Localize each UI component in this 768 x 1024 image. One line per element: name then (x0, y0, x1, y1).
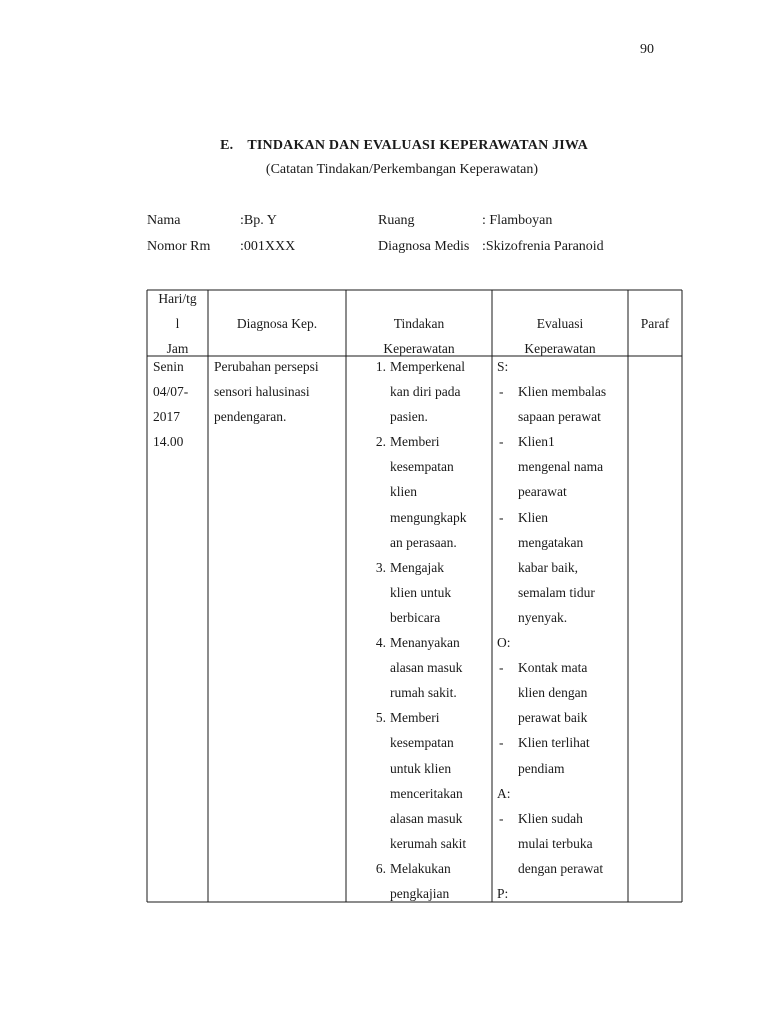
rm-label: Nomor Rm (147, 239, 211, 254)
diagnosa-line: Perubahan persepsi (214, 359, 319, 374)
evaluasi-line: Klien1 (518, 434, 555, 450)
evaluasi-line: kabar baik, (518, 559, 578, 575)
tindakan-item (364, 705, 490, 856)
section-title: TINDAKAN DAN EVALUASI KEPERAWATAN JIWA (247, 138, 588, 153)
tindakan-line: klien untuk (390, 584, 452, 600)
evaluasi-label: A: (497, 785, 511, 801)
evaluasi-line: mengenal nama (518, 459, 604, 475)
diagnosa-cell (214, 354, 319, 429)
evaluasi-assessment (497, 781, 625, 881)
dash-bullet: - (499, 509, 504, 525)
dash-bullet: - (499, 735, 504, 751)
ruang-label: Ruang (378, 213, 415, 228)
header-tindakan-line: Tindakan (393, 316, 445, 331)
tindakan-number: 1. (375, 359, 386, 374)
nama-value: :Bp. Y (240, 213, 277, 228)
header-hari-line: l (175, 316, 180, 331)
diagnosa-medis-label: Diagnosa Medis (378, 239, 470, 254)
evaluasi-line: Klien membalas (518, 384, 607, 400)
tindakan-line: mengungkapk (390, 509, 467, 525)
tindakan-line: rumah sakit. (390, 685, 457, 701)
hari-line: Senin (153, 359, 184, 374)
tindakan-line: pasien. (390, 409, 428, 425)
tindakan-line: menceritakan (390, 785, 463, 801)
evaluasi-objective (497, 630, 625, 781)
evaluasi-item (497, 505, 625, 630)
evaluasi-cell (497, 354, 625, 906)
header-evaluasi-line: Keperawatan (524, 341, 596, 356)
tindakan-line: kerumah sakit (390, 835, 467, 851)
evaluasi-subjective (497, 354, 625, 630)
evaluasi-line: dengan perawat (518, 860, 604, 876)
evaluasi-line: Klien (518, 509, 548, 525)
tindakan-number: 3. (375, 559, 386, 575)
evaluasi-line: klien dengan (518, 685, 588, 701)
evaluasi-line: pendiam (518, 760, 565, 776)
dash-bullet: - (499, 660, 504, 676)
section-subtitle: (Catatan Tindakan/Perkembangan Keperawatan) (265, 162, 539, 177)
tindakan-number: 4. (375, 635, 386, 651)
tindakan-item (364, 555, 490, 630)
dash-bullet: - (499, 810, 504, 826)
evaluasi-line: nyenyak. (518, 609, 568, 625)
evaluasi-label: P: (497, 885, 509, 901)
diagnosa-line: pendengaran. (214, 409, 287, 425)
evaluasi-plan (497, 881, 625, 906)
header-hari-line: Hari/tg (158, 291, 197, 306)
tindakan-line: Mengajak (390, 559, 444, 575)
tindakan-list (364, 354, 490, 906)
hari-cell (153, 354, 188, 454)
tindakan-line: an perasaan. (390, 534, 457, 550)
nama-label: Nama (147, 213, 181, 228)
dash-bullet: - (499, 384, 504, 400)
evaluasi-line: Klien sudah (518, 810, 583, 826)
tindakan-line: kesempatan (390, 459, 454, 475)
header-diagnosa: Diagnosa Kep. (236, 316, 318, 331)
tindakan-line: Memberi (390, 434, 440, 450)
tindakan-number: 5. (375, 710, 386, 726)
evaluasi-item (497, 806, 625, 881)
tindakan-number: 6. (375, 860, 386, 876)
tindakan-line: alasan masuk (390, 660, 463, 676)
tindakan-number: 2. (375, 434, 386, 450)
section-heading (0, 138, 768, 154)
tindakan-line: klien (390, 484, 417, 500)
evaluasi-item (497, 379, 625, 429)
header-tindakan-line: Keperawatan (383, 341, 455, 356)
diagnosa-line: sensori halusinasi (214, 384, 310, 400)
diagnosa-medis-value: :Skizofrenia Paranoid (482, 239, 604, 254)
tindakan-item (364, 630, 490, 705)
hari-line: 2017 (153, 409, 180, 425)
section-letter: E. (220, 138, 234, 153)
rm-value: :001XXX (240, 239, 296, 254)
hari-line: 14.00 (153, 434, 184, 450)
header-hari (147, 286, 208, 361)
evaluasi-item (497, 429, 625, 504)
evaluasi-label: S: (497, 359, 509, 374)
tindakan-line: pengkajian (390, 885, 450, 901)
tindakan-line: Memberi (390, 710, 440, 726)
tindakan-item (364, 354, 490, 429)
header-evaluasi-line: Evaluasi (536, 316, 584, 331)
evaluasi-line: Klien terlihat (518, 735, 590, 751)
tindakan-line: Menanyakan (390, 635, 460, 651)
page-number: 90 (640, 42, 654, 57)
hari-line: 04/07- (153, 384, 189, 400)
evaluasi-label: O: (497, 635, 511, 651)
tindakan-line: kan diri pada (390, 384, 461, 400)
evaluasi-line: sapaan perawat (518, 409, 601, 425)
tindakan-line: berbicara (390, 609, 441, 625)
header-hari-line: Jam (166, 341, 189, 356)
tindakan-line: Memperkenal (390, 359, 465, 374)
tindakan-line: kesempatan (390, 735, 454, 751)
evaluasi-line: mengatakan (518, 534, 584, 550)
tindakan-item (364, 429, 490, 554)
tindakan-line: alasan masuk (390, 810, 463, 826)
tindakan-item (364, 856, 490, 906)
evaluasi-line: perawat baik (518, 710, 588, 726)
evaluasi-line: mulai terbuka (518, 835, 593, 851)
evaluasi-line: Kontak mata (518, 660, 588, 676)
ruang-value: : Flamboyan (482, 213, 553, 228)
evaluasi-line: semalam tidur (518, 584, 595, 600)
evaluasi-item (497, 730, 625, 780)
evaluasi-item (497, 655, 625, 730)
tindakan-line: untuk klien (390, 760, 452, 776)
header-paraf: Paraf (640, 316, 670, 331)
evaluasi-line: pearawat (518, 484, 567, 500)
tindakan-line: Melakukan (390, 860, 451, 876)
dash-bullet: - (499, 434, 504, 450)
